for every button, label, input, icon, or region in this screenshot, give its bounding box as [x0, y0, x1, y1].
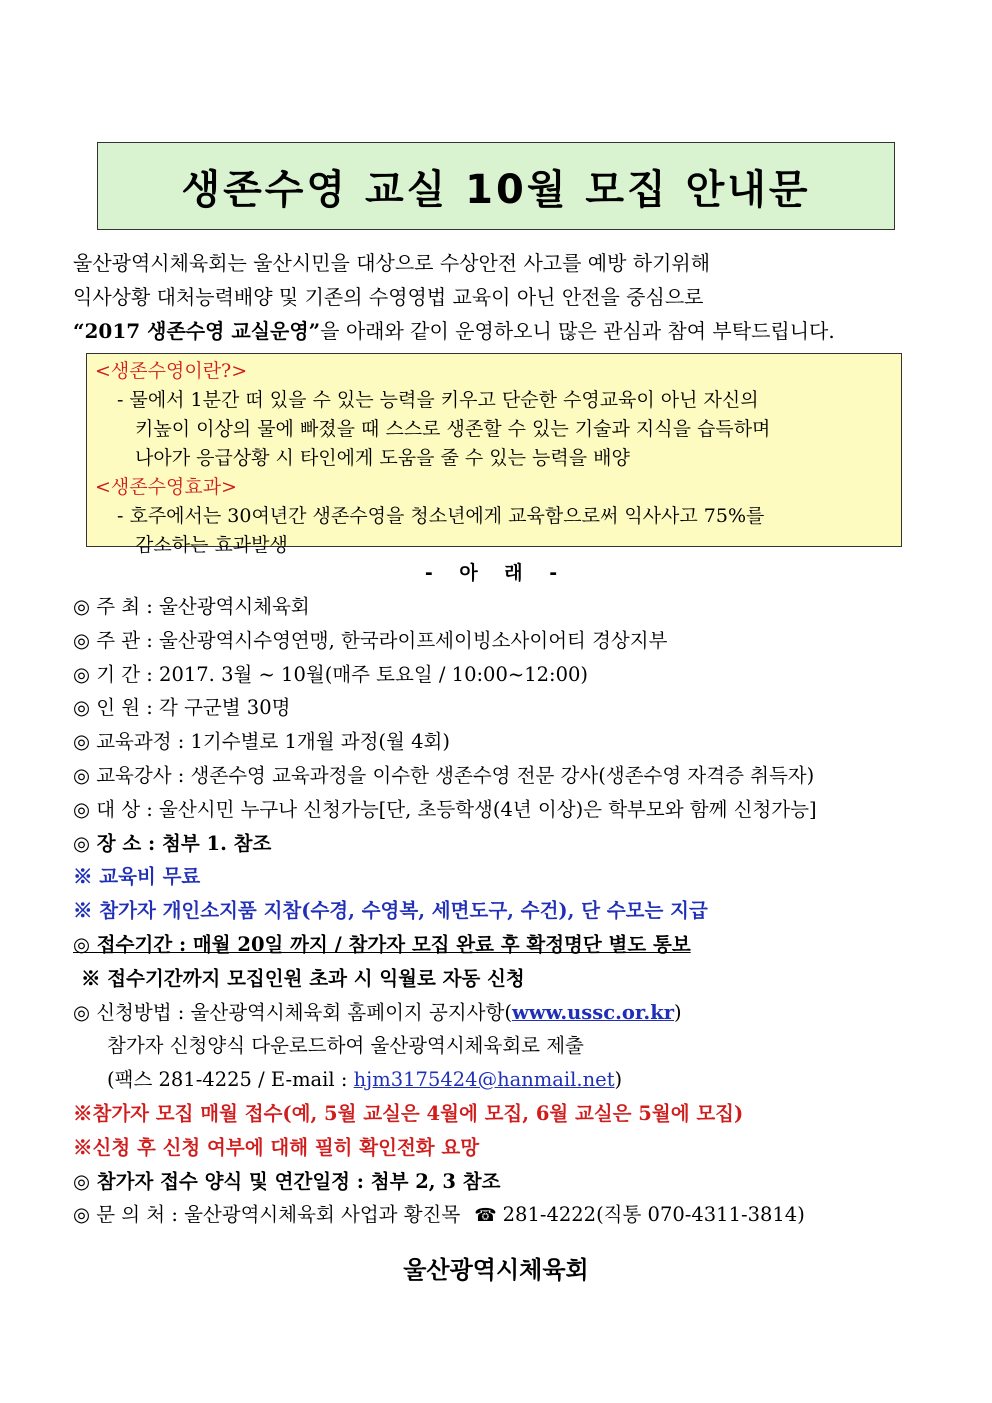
info-text-line: - 호주에서는 30여년간 생존수영을 청소년에게 교육함으로써 익사사고 75%를	[117, 505, 765, 527]
item-personnel: ◎ 인 원 : 각 구군별 30명	[73, 696, 291, 720]
intro-line-1: 울산광역시체육회는 울산시민을 대상으로 수상안전 사고를 예방 하기위해	[73, 251, 711, 275]
email-link[interactable]: hjm3175424@hanmail.net	[353, 1068, 615, 1092]
info-box	[86, 353, 902, 556]
intro-line-2: 익사상황 대처능력배양 및 기존의 수영영법 교육이 아닌 안전을 중심으로	[73, 285, 704, 309]
intro-paragraph	[73, 246, 933, 348]
homepage-link[interactable]: www.ussc.or.kr	[511, 1000, 674, 1024]
fax-suffix: )	[614, 1068, 623, 1092]
item-course: ◎ 교육과정 : 1기수별로 1개월 과정(월 4회)	[73, 730, 450, 754]
item-fax-email	[73, 1063, 953, 1097]
info-heading-effect: <생존수영효과>	[95, 476, 237, 498]
contact-prefix: ◎ 문 의 처 : 울산광역시체육회 사업과 황진목	[73, 1203, 461, 1227]
method-suffix: )	[673, 1000, 682, 1024]
item-confirm-call: ※신청 후 신청 여부에 대해 필히 확인전화 요망	[73, 1135, 480, 1159]
info-text-line: 키높이 이상의 물에 빠졌을 때 스스로 생존할 수 있는 기술과 지식을 습득하며	[135, 418, 771, 440]
intro-line-3-rest: 을 아래와 같이 운영하오니 많은 관심과 참여 부탁드립니다.	[320, 319, 835, 343]
program-name: “2017 생존수영 교실운영”	[73, 319, 321, 343]
phone-icon: ☎	[474, 1205, 497, 1227]
info-text-line: 나아가 응급상황 시 타인에게 도움을 줄 수 있는 능력을 배양	[135, 447, 630, 469]
detail-list	[73, 590, 953, 1232]
item-period: ◎ 기 간 : 2017. 3월 ~ 10월(매주 토요일 / 10:00~12:00)	[73, 662, 589, 686]
intro-line-3	[73, 314, 933, 348]
item-fee: ※ 교육비 무료	[73, 865, 201, 889]
item-place: ◎ 장 소 : 첨부 1. 참조	[73, 831, 272, 855]
page-title: 생존수영 교실 10월 모집 안내문	[181, 166, 811, 213]
item-forms: ◎ 참가자 접수 양식 및 연간일정 : 첨부 2, 3 참조	[73, 1169, 501, 1193]
item-host: ◎ 주 최 : 울산광역시체육회	[73, 595, 310, 618]
title-box	[97, 142, 895, 230]
method-prefix: ◎ 신청방법 : 울산광역시체육회 홈페이지 공지사항(	[73, 1000, 512, 1024]
info-text-line: - 물에서 1분간 떠 있을 수 있는 능력을 키우고 단순한 수영교육이 아닌 자신의	[117, 389, 759, 411]
item-method-line-2: 참가자 신청양식 다운로드하여 울산광역시체육회로 제출	[107, 1034, 584, 1058]
info-heading-what: <생존수영이란?>	[95, 360, 248, 382]
fax-prefix: (팩스 281-4225 / E-mail :	[107, 1068, 354, 1092]
footer-organization: 울산광역시체육회	[403, 1256, 589, 1284]
item-method	[73, 996, 953, 1030]
item-auto-apply: ※ 접수기간까지 모집인원 초과 시 익월로 자동 신청	[81, 966, 525, 990]
info-text-line: 감소하는 효과발생	[135, 534, 288, 556]
item-monthly: ※참가자 모집 매월 접수(예, 5월 교실은 4월에 모집, 6월 교실은 5월에 모집)	[73, 1101, 744, 1125]
item-deadline: ◎ 접수기간 : 매월 20일 까지 / 참가자 모집 완료 후 확정명단 별도 통보	[73, 932, 691, 956]
section-divider-label: - 아 래 -	[424, 562, 568, 584]
contact-phone: 281-4222(직통 070-4311-3814)	[502, 1203, 805, 1227]
item-belongings: ※ 참가자 개인소지품 지참(수경, 수영복, 세면도구, 수건), 단 수모는 지급	[73, 899, 708, 923]
item-organizer: ◎ 주 관 : 울산광역시수영연맹, 한국라이프세이빙소사이어티 경상지부	[73, 628, 668, 652]
item-target: ◎ 대 상 : 울산시민 누구나 신청가능[단, 초등학생(4년 이상)은 학부모와 함께 신청가능]	[73, 797, 817, 821]
item-contact	[73, 1198, 953, 1232]
item-instructor: ◎ 교육강사 : 생존수영 교육과정을 이수한 생존수영 전문 강사(생존수영 자격증 취득자)	[73, 763, 815, 787]
